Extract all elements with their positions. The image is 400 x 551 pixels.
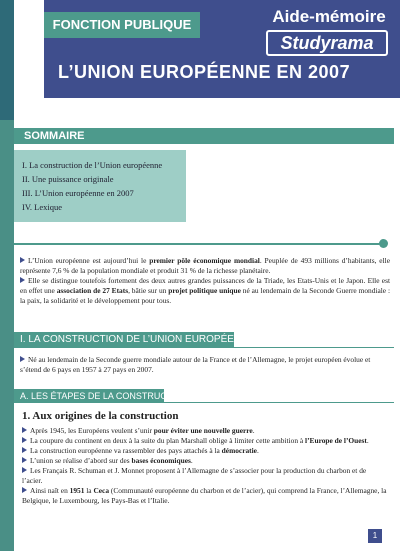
- sommaire-item: I. La construction de l’Union européenne: [22, 160, 163, 170]
- bullet-triangle-icon: [20, 257, 25, 263]
- list-item: Les Français R. Schuman et J. Monnet proposent à l’Allemagne de s’associer pour la production du charbon et de l’acier.: [22, 466, 367, 485]
- bullet-triangle-icon: [22, 467, 27, 473]
- bullet-triangle-icon: [20, 277, 25, 283]
- divider-dot: [379, 239, 388, 248]
- sommaire-heading: SOMMAIRE: [14, 128, 394, 144]
- bullet-triangle-icon: [22, 437, 27, 443]
- sommaire-item: IV. Lexique: [22, 202, 62, 212]
- sommaire-item: III. L’Union européenne en 2007: [22, 188, 134, 198]
- intro-paragraph: Elle se distingue toutefois fortement des deux autres grandes puissances de la Triade, les Etats-Unis et le Japon. Elle est en effet une association de 27 Etats, bâtie sur un projet politique unique né au lendemain de la Seconde Guerre mondiale : la paix, la solidarité et le développement pour tous.: [20, 276, 391, 305]
- bullet-triangle-icon: [22, 487, 27, 493]
- list-item: L’union se réalise d’abord sur des bases économiques.: [22, 456, 388, 466]
- section-heading-a: A. LES ÉTAPES DE LA CONSTRUCTION: [14, 389, 164, 403]
- category-tag: FONCTION PUBLIQUE: [44, 12, 200, 38]
- list-item: Après 1945, les Européens veulent s’unir pour éviter une nouvelle guerre.: [22, 426, 388, 436]
- bullet-triangle-icon: [22, 447, 27, 453]
- list-item: La construction européenne va rassembler des pays attachés à la démocratie.: [22, 446, 388, 456]
- sommaire-list: [22, 158, 162, 214]
- intro-paragraph: L’Union européenne est aujourd’hui le premier pôle économique mondial. Peuplée de 493 millions d’habitants, elle représente 7,6 % de la population mondiale et produit 31 % de la richesse planétaire.: [20, 256, 390, 275]
- divider-rule: [14, 243, 382, 245]
- intro-text: [20, 256, 390, 306]
- section-heading-1: I. LA CONSTRUCTION DE L’UNION EUROPÉENNE: [14, 332, 234, 348]
- section-heading-rule: [164, 402, 394, 403]
- bullet-triangle-icon: [22, 427, 27, 433]
- bullet-triangle-icon: [20, 356, 25, 362]
- bullet-list: [22, 426, 388, 506]
- list-item: La coupure du continent en deux à la suite du plan Marshall oblige à limiter cette ambition à l’Europe de l’Ouest.: [22, 436, 388, 446]
- brand-logo: Studyrama: [266, 30, 388, 56]
- left-accent-bar-top: [0, 0, 14, 120]
- subsection-title: 1. Aux origines de la construction: [22, 410, 179, 422]
- section-1-paragraph: Né au lendemain de la Seconde guerre mondiale autour de la France et de l’Allemagne, le projet européen évolue et s’étend de 6 pays en 1957 à 27 pays en 2007.: [20, 355, 371, 374]
- brand-series: Aide-mémoire: [272, 7, 386, 26]
- section-heading-rule: [234, 347, 394, 348]
- bullet-triangle-icon: [22, 457, 27, 463]
- sommaire-item: II. Une puissance originale: [22, 174, 114, 184]
- list-item: Ainsi naît en 1951 la Ceca (Communauté européenne du charbon et de l’acier), qui comprend la France, l’Allemagne, la Belgique, le Luxembourg, les Pays-Bas et l’Italie.: [22, 486, 387, 505]
- page-title: L’UNION EUROPÉENNE EN 2007: [58, 62, 351, 82]
- page-number: 1: [368, 529, 382, 543]
